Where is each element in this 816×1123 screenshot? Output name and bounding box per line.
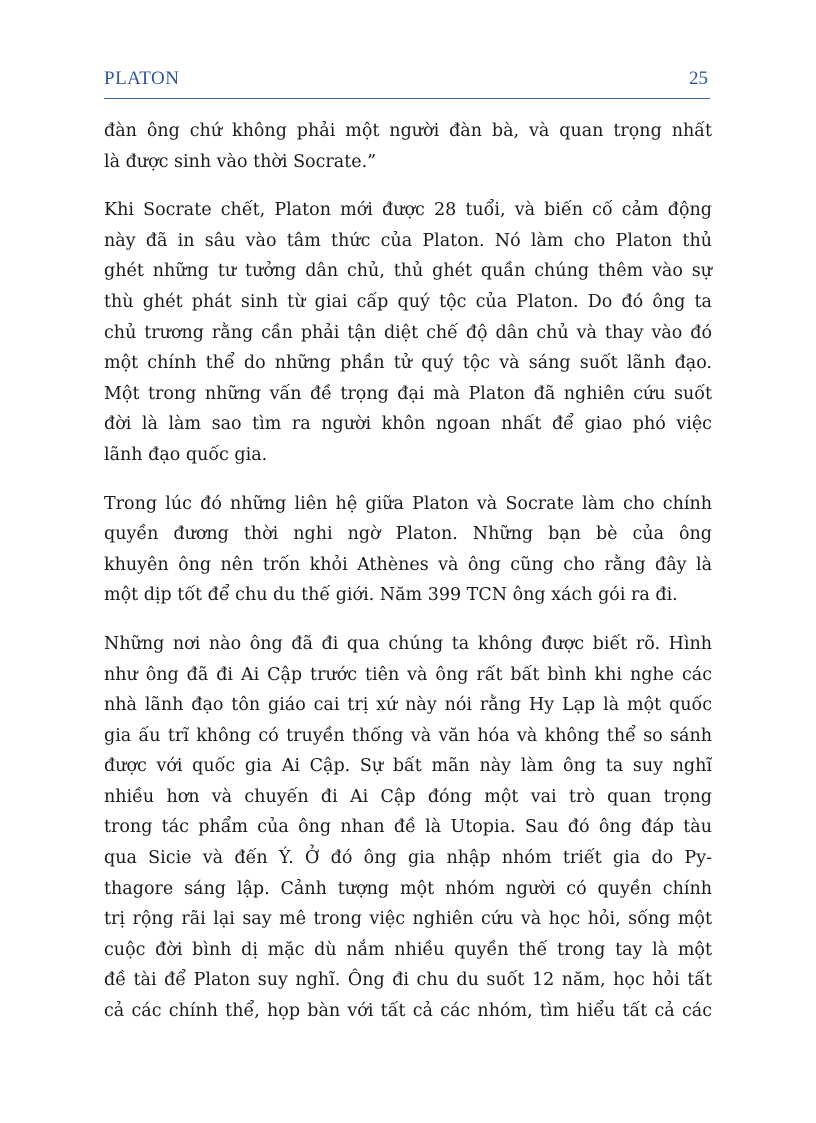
text-line: qua Sicie và đến Ý. Ở đó ông gia nhập nhóm triết gia do Py- (104, 848, 712, 869)
text-line: thagore sáng lập. Cảnh tượng một nhóm người có quyền chính (104, 878, 712, 899)
text-line: quyền đương thời nghi ngờ Platon. Những bạn bè của ông (104, 524, 712, 545)
text-line: nhiều hơn và chuyến đi Ai Cập đóng một vai trò quan trọng (104, 786, 712, 807)
running-header-title: PLATON (104, 68, 180, 89)
text-line: Những nơi nào ông đã đi qua chúng ta không được biết rõ. Hình (104, 633, 712, 654)
text-line: này đã in sâu vào tâm thức của Platon. Nó làm cho Platon thủ (104, 230, 712, 251)
paragraph (104, 195, 712, 470)
text-line: khuyên ông nên trốn khỏi Athènes và ông cũng cho rằng đây là (104, 554, 712, 575)
text-line: thù ghét phát sinh từ giai cấp quý tộc của Platon. Do đó ông ta (104, 291, 712, 312)
text-line: chủ trương rằng cần phải tận diệt chế độ dân chủ và thay vào đó (104, 322, 712, 343)
text-line: ghét những tư tưởng dân chủ, thủ ghét quần chúng thêm vào sự (104, 261, 712, 282)
body-text (104, 116, 712, 1045)
paragraph (104, 629, 712, 1027)
text-line: được với quốc gia Ai Cập. Sự bất mãn này làm ông ta suy nghĩ (104, 756, 712, 777)
text-line: Trong lúc đó những liên hệ giữa Platon và Socrate làm cho chính (104, 493, 712, 514)
text-line: Khi Socrate chết, Platon mới được 28 tuổi, và biến cố cảm động (104, 200, 712, 221)
text-line: nhà lãnh đạo tôn giáo cai trị xứ này nói rằng Hy Lạp là một quốc (104, 695, 712, 716)
text-line: Một trong những vấn đề trọng đại mà Platon đã nghiên cứu suốt (104, 383, 712, 404)
running-header (104, 62, 710, 99)
text-line: trong tác phẩm của ông nhan đề là Utopia. Sau đó ông đáp tàu (104, 817, 712, 838)
text-line: đời là làm sao tìm ra người khôn ngoan nhất để giao phó việc (104, 414, 712, 435)
text-line: là được sinh vào thời Socrate.” (104, 151, 377, 172)
text-line: đàn ông chứ không phải một người đàn bà, và quan trọng nhất (104, 121, 712, 141)
paragraph (104, 489, 712, 611)
text-line: một chính thể do những phần tử quý tộc và sáng suốt lãnh đạo. (104, 353, 712, 374)
paragraph (104, 116, 712, 177)
text-line: cuộc đời bình dị mặc dù nắm nhiều quyền thế trong tay là một (104, 939, 712, 960)
text-line: gia ấu trĩ không có truyền thống và văn hóa và không thể so sánh (104, 725, 712, 746)
page-number: 25 (689, 68, 708, 89)
text-line: trị rộng rãi lại say mê trong việc nghiên cứu và học hỏi, sống một (104, 909, 712, 930)
text-line: cả các chính thể, họp bàn với tất cả các nhóm, tìm hiểu tất cả các (104, 1001, 712, 1022)
text-line: lãnh đạo quốc gia. (104, 444, 268, 465)
text-line: như ông đã đi Ai Cập trước tiên và ông rất bất bình khi nghe các (104, 664, 712, 685)
text-line: đề tài để Platon suy nghĩ. Ông đi chu du suốt 12 năm, học hỏi tất (104, 970, 712, 991)
text-line: một dịp tốt để chu du thế giới. Năm 399 TCN ông xách gói ra đi. (104, 585, 678, 606)
